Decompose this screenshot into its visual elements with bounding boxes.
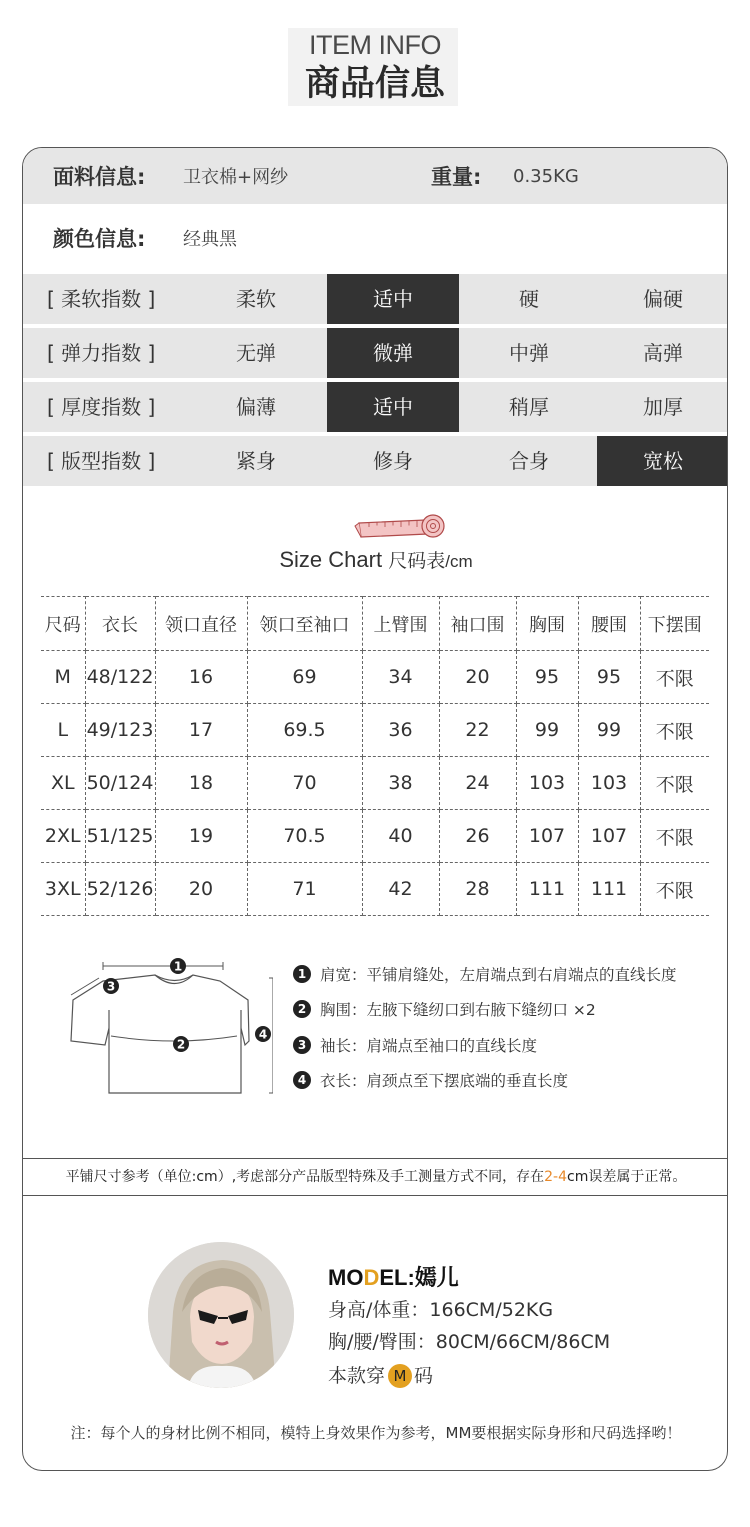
table-cell: 52/126 — [85, 863, 155, 916]
number-4-icon: 4 — [293, 1071, 311, 1089]
legend-text: 衣长：肩颈点至下摆底端的垂直长度 — [320, 1072, 569, 1091]
size-table — [41, 596, 709, 916]
table-cell: 不限 — [640, 651, 709, 704]
legend-item — [293, 992, 677, 1028]
table-cell: 26 — [439, 810, 516, 863]
table-cell: 34 — [362, 651, 439, 704]
table-cell: 2XL — [41, 810, 85, 863]
weight-label: 重量: — [431, 165, 482, 189]
size-badge: M — [388, 1364, 412, 1388]
fit-index-row — [23, 436, 728, 486]
index-option: 稍厚 — [509, 395, 549, 419]
fabric-label: 面料信息: — [53, 165, 146, 189]
table-header-row — [41, 597, 709, 651]
thickness-index-row — [23, 382, 728, 432]
table-cell: 48/122 — [85, 651, 155, 704]
table-cell: 16 — [155, 651, 247, 704]
table-cell: 49/123 — [85, 704, 155, 757]
number-2-icon: 2 — [293, 1000, 311, 1018]
table-cell: 18 — [155, 757, 247, 810]
model-title-accent: D — [363, 1265, 380, 1290]
softness-index-row — [23, 274, 728, 324]
model-info — [328, 1262, 610, 1394]
index-option: 柔软 — [236, 287, 276, 311]
index-option: 修身 — [373, 449, 413, 473]
model-name: 嫣儿 — [414, 1266, 459, 1291]
table-cell: 69.5 — [247, 704, 362, 757]
tshirt-measure-diagram — [63, 948, 273, 1098]
index-title: [ 版型指数 ] — [47, 449, 156, 473]
note-text-end: cm误差属于正常。 — [567, 1169, 687, 1185]
color-row — [23, 210, 728, 266]
table-cell: M — [41, 651, 85, 704]
column-header: 胸围 — [516, 597, 578, 651]
table-cell: 不限 — [640, 704, 709, 757]
table-cell: 70.5 — [247, 810, 362, 863]
table-cell: 42 — [362, 863, 439, 916]
model-title-part: MO — [328, 1265, 364, 1290]
header-title-en: ITEM INFO — [309, 30, 441, 60]
note-highlight: 2-4 — [544, 1169, 568, 1185]
index-option: 无弹 — [236, 341, 276, 365]
measure-marker-label: 3 — [106, 979, 116, 994]
table-cell: 19 — [155, 810, 247, 863]
measurement-note — [23, 1158, 728, 1196]
table-cell: 3XL — [41, 863, 85, 916]
model-height-weight: 身高/体重：166CM/52KG — [328, 1299, 554, 1321]
legend-text: 袖长：肩端点至袖口的直线长度 — [320, 1036, 538, 1055]
index-option: 中弹 — [509, 341, 549, 365]
table-cell: 36 — [362, 704, 439, 757]
table-row — [41, 810, 709, 863]
index-option-selected: 适中 — [327, 382, 459, 432]
color-value: 经典黑 — [183, 229, 237, 250]
product-info-card — [22, 147, 728, 1471]
note-text: 平铺尺寸参考（单位:cm）,考虑部分产品版型特殊及手工测量方式不同，存在 — [65, 1169, 545, 1185]
table-cell: 111 — [578, 863, 640, 916]
model-title — [328, 1262, 610, 1294]
size-chart-unit: /cm — [445, 552, 473, 571]
weight-value: 0.35KG — [513, 165, 579, 187]
table-cell: 111 — [516, 863, 578, 916]
table-cell: 22 — [439, 704, 516, 757]
header-title-cn: 商品信息 — [304, 64, 445, 104]
table-cell: 71 — [247, 863, 362, 916]
elasticity-index-row — [23, 328, 728, 378]
table-row — [41, 757, 709, 810]
index-option: 硬 — [519, 287, 539, 311]
column-header: 袖口围 — [439, 597, 516, 651]
table-cell: XL — [41, 757, 85, 810]
table-cell: 20 — [155, 863, 247, 916]
measure-marker-label: 1 — [173, 959, 183, 974]
model-title-part: EL: — [379, 1265, 415, 1290]
legend-item — [293, 1027, 677, 1063]
column-header: 下摆围 — [640, 597, 709, 651]
index-option: 加厚 — [643, 395, 683, 419]
table-cell: 28 — [439, 863, 516, 916]
footnote: 注：每个人的身材比例不相同，模特上身效果作为参考，MM要根据实际身形和尺码选择哟！ — [70, 1424, 682, 1442]
index-option: 高弹 — [643, 341, 683, 365]
table-cell: 103 — [578, 757, 640, 810]
color-label: 颜色信息: — [53, 227, 146, 251]
fabric-weight-row — [23, 148, 728, 204]
table-cell: 不限 — [640, 810, 709, 863]
table-cell: L — [41, 704, 85, 757]
index-option: 偏硬 — [643, 287, 683, 311]
table-cell: 24 — [439, 757, 516, 810]
table-cell: 107 — [578, 810, 640, 863]
measure-marker-2-icon — [173, 1036, 189, 1052]
table-cell: 不限 — [640, 757, 709, 810]
measure-marker-4-icon — [255, 1026, 271, 1042]
index-title: [ 厚度指数 ] — [47, 395, 156, 419]
table-row — [41, 863, 709, 916]
index-option-selected: 宽松 — [597, 436, 728, 486]
table-cell: 17 — [155, 704, 247, 757]
table-cell: 99 — [516, 704, 578, 757]
table-cell: 70 — [247, 757, 362, 810]
index-option: 紧身 — [236, 449, 276, 473]
size-chart-title-en: Size Chart — [279, 547, 389, 572]
table-cell: 103 — [516, 757, 578, 810]
column-header: 尺码 — [41, 597, 85, 651]
size-chart-title-cn: 尺码表 — [388, 550, 446, 572]
legend-item — [293, 1063, 677, 1099]
index-option: 合身 — [509, 449, 549, 473]
column-header: 领口直径 — [155, 597, 247, 651]
table-row — [41, 651, 709, 704]
table-cell: 51/125 — [85, 810, 155, 863]
fabric-value: 卫衣棉+网纱 — [183, 167, 289, 188]
legend-text: 胸围：左腋下缝纫口到右腋下缝纫口 ×2 — [320, 1001, 596, 1020]
wear-suffix: 码 — [414, 1365, 434, 1387]
column-header: 领口至袖口 — [247, 597, 362, 651]
model-portrait-icon — [148, 1242, 294, 1388]
size-chart-title — [23, 546, 728, 573]
table-cell: 38 — [362, 757, 439, 810]
index-option-selected: 适中 — [327, 274, 459, 324]
measure-marker-3-icon — [103, 978, 119, 994]
index-option: 偏薄 — [236, 395, 276, 419]
column-header: 上臂围 — [362, 597, 439, 651]
table-cell: 不限 — [640, 863, 709, 916]
measure-marker-1-icon — [170, 958, 186, 974]
number-3-icon: 3 — [293, 1036, 311, 1054]
index-title: [ 柔软指数 ] — [47, 287, 156, 311]
table-cell: 69 — [247, 651, 362, 704]
index-option-selected: 微弹 — [327, 328, 459, 378]
column-header: 腰围 — [578, 597, 640, 651]
page-header — [0, 28, 750, 106]
legend-text: 肩宽：平铺肩缝处，左肩端点到右肩端点的直线长度 — [320, 965, 677, 984]
table-cell: 50/124 — [85, 757, 155, 810]
model-measurements: 胸/腰/臀围：80CM/66CM/86CM — [328, 1331, 611, 1353]
table-cell: 20 — [439, 651, 516, 704]
wear-prefix: 本款穿 — [328, 1365, 386, 1387]
table-cell: 95 — [578, 651, 640, 704]
table-cell: 40 — [362, 810, 439, 863]
index-title: [ 弹力指数 ] — [47, 341, 156, 365]
legend-item — [293, 956, 677, 992]
measuring-tape-icon — [353, 513, 449, 541]
column-header: 衣长 — [85, 597, 155, 651]
table-row — [41, 704, 709, 757]
number-1-icon: 1 — [293, 965, 311, 983]
table-cell: 107 — [516, 810, 578, 863]
measure-legend — [293, 956, 677, 1098]
model-avatar — [148, 1242, 294, 1388]
measure-marker-label: 4 — [258, 1027, 268, 1042]
model-wear-size — [328, 1358, 610, 1394]
table-cell: 99 — [578, 704, 640, 757]
measure-marker-label: 2 — [176, 1037, 186, 1052]
table-cell: 95 — [516, 651, 578, 704]
